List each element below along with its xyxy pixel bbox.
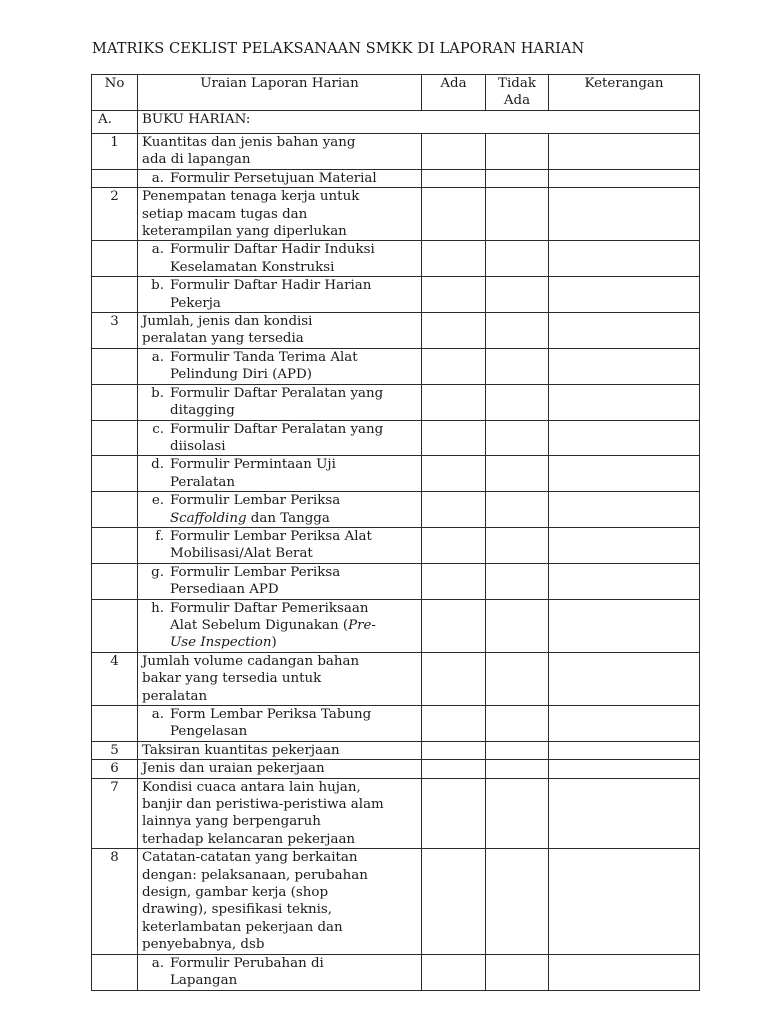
row-line: terhadap kelancaran pekerjaan	[142, 831, 356, 847]
keterangan-cell[interactable]	[549, 241, 700, 277]
sub-item-label: a.	[151, 349, 164, 365]
row-text	[138, 849, 422, 954]
header-ada: Ada	[422, 75, 486, 111]
section-label: BUKU HARIAN:	[138, 111, 700, 134]
sub-item	[138, 384, 422, 420]
check-tidak-ada[interactable]	[486, 241, 549, 277]
row-line: Lapangan	[170, 973, 238, 989]
table-row	[92, 849, 700, 954]
italic-text: Pre-	[348, 617, 376, 633]
row-line: Jumlah volume cadangan bahan	[142, 653, 360, 669]
header-tidak-ada	[486, 75, 549, 111]
page-title: MATRIKS CEKLIST PELAKSANAAN SMKK DI LAPORAN HARIAN	[92, 41, 585, 57]
row-line: Formulir Tanda Terima Alat	[170, 349, 358, 365]
row-no: 2	[92, 188, 138, 241]
sub-item-label: a.	[151, 242, 164, 258]
check-ada[interactable]	[422, 420, 486, 456]
header-no: No	[92, 75, 138, 111]
sub-item	[138, 420, 422, 456]
row-no: 5	[92, 741, 138, 759]
row-line: Keselamatan Konstruksi	[170, 259, 335, 275]
row-line: Kondisi cuaca antara lain hujan,	[142, 779, 361, 795]
header-tidak-ada-line1: Tidak	[498, 76, 536, 91]
table-row	[92, 188, 700, 241]
row-line: keterampilan yang diperlukan	[142, 224, 347, 240]
table-row	[92, 527, 700, 563]
row-line: drawing), spesifikasi teknis,	[142, 902, 333, 918]
row-line: peralatan	[142, 688, 208, 704]
row-line: ada di lapangan	[142, 152, 251, 168]
row-line: Penempatan tenaga kerja untuk	[142, 189, 360, 205]
italic-text: Use Inspection	[170, 635, 272, 651]
row-line: Formulir Perubahan di	[170, 955, 324, 971]
check-ada[interactable]	[422, 563, 486, 599]
row-line-post: )	[271, 635, 277, 651]
sub-item	[138, 241, 422, 277]
row-line: Kuantitas dan jenis bahan yang	[142, 135, 356, 150]
row-line: Formulir Daftar Hadir Induksi	[170, 242, 375, 258]
table-row	[92, 420, 700, 456]
keterangan-cell[interactable]	[549, 456, 700, 492]
keterangan-cell[interactable]	[549, 527, 700, 563]
check-tidak-ada[interactable]	[486, 760, 549, 778]
header-row	[92, 75, 700, 111]
check-ada[interactable]	[422, 706, 486, 742]
check-ada[interactable]	[422, 652, 486, 705]
sub-item	[138, 348, 422, 384]
check-tidak-ada[interactable]	[486, 741, 549, 759]
row-line: Mobilisasi/Alat Berat	[170, 546, 313, 562]
row-line: Formulir Persetujuan Material	[170, 170, 377, 186]
header-uraian: Uraian Laporan Harian	[138, 75, 422, 111]
keterangan-cell[interactable]	[549, 849, 700, 954]
row-line-pre: Alat Sebelum Digunakan (	[170, 617, 349, 633]
check-ada[interactable]	[422, 456, 486, 492]
keterangan-cell[interactable]	[549, 760, 700, 778]
sub-item	[138, 954, 422, 990]
row-text	[138, 188, 422, 241]
sub-item	[138, 492, 422, 528]
row-line	[142, 510, 417, 527]
sub-item-label: c.	[152, 421, 164, 437]
row-line: Peralatan	[170, 474, 235, 490]
row-line: lainnya yang berpengaruh	[142, 814, 321, 830]
section-row	[92, 111, 700, 134]
keterangan-cell[interactable]	[549, 169, 700, 187]
check-ada[interactable]	[422, 384, 486, 420]
row-no: 3	[92, 313, 138, 349]
keterangan-cell[interactable]	[549, 706, 700, 742]
keterangan-cell[interactable]	[549, 652, 700, 705]
table-row	[92, 563, 700, 599]
sub-item	[138, 527, 422, 563]
check-tidak-ada[interactable]	[486, 277, 549, 313]
table-row	[92, 760, 700, 778]
check-ada[interactable]	[422, 954, 486, 990]
check-tidak-ada[interactable]	[486, 169, 549, 187]
sub-item-label: b.	[151, 278, 164, 294]
row-no: 1	[92, 134, 138, 170]
check-ada[interactable]	[422, 849, 486, 954]
check-ada[interactable]	[422, 169, 486, 187]
row-line: Pengelasan	[170, 724, 248, 740]
check-tidak-ada[interactable]	[486, 313, 549, 349]
table-row	[92, 741, 700, 759]
sub-item-label: a.	[151, 707, 164, 722]
row-text	[138, 134, 422, 170]
row-line: Pekerja	[170, 295, 221, 311]
keterangan-cell[interactable]	[549, 954, 700, 990]
check-ada[interactable]	[422, 348, 486, 384]
keterangan-cell[interactable]	[549, 348, 700, 384]
row-line: Formulir Daftar Peralatan yang	[170, 385, 384, 401]
check-tidak-ada[interactable]	[486, 188, 549, 241]
check-ada[interactable]	[422, 760, 486, 778]
table-row	[92, 169, 700, 187]
table-row	[92, 134, 700, 170]
row-line: design, gambar kerja (shop	[142, 885, 329, 901]
sub-item-label: a.	[151, 955, 164, 971]
row-line: peralatan yang tersedia	[142, 331, 304, 347]
sub-item-label: g.	[151, 564, 164, 580]
keterangan-cell[interactable]	[549, 420, 700, 456]
row-line: diisolasi	[170, 438, 226, 454]
row-line: Formulir Daftar Peralatan yang	[170, 421, 384, 437]
header-tidak-ada-line2: Ada	[503, 93, 531, 109]
check-ada[interactable]	[422, 241, 486, 277]
check-ada[interactable]	[422, 277, 486, 313]
check-tidak-ada[interactable]	[486, 420, 549, 456]
check-ada[interactable]	[422, 778, 486, 849]
row-line: Formulir Lembar Periksa Alat	[170, 528, 372, 544]
row-line: Formulir Lembar Periksa	[170, 493, 341, 509]
row-line: setiap macam tugas dan	[142, 206, 308, 222]
table-row	[92, 778, 700, 849]
sub-item	[138, 277, 422, 313]
table-row	[92, 313, 700, 349]
table-row	[92, 492, 700, 528]
header-keterangan: Keterangan	[549, 75, 700, 111]
sub-item	[138, 563, 422, 599]
row-line: Formulir Daftar Hadir Harian	[170, 278, 372, 294]
row-line	[142, 634, 417, 651]
table-row	[92, 348, 700, 384]
check-ada[interactable]	[422, 599, 486, 652]
sub-item-label: h.	[151, 600, 164, 616]
row-text	[138, 652, 422, 705]
row-line: Pelindung Diri (APD)	[170, 367, 312, 383]
row-line: Form Lembar Periksa Tabung	[170, 707, 372, 722]
row-line: dengan: pelaksanaan, perubahan	[142, 867, 368, 883]
keterangan-cell[interactable]	[549, 599, 700, 652]
check-tidak-ada[interactable]	[486, 778, 549, 849]
check-ada[interactable]	[422, 134, 486, 170]
keterangan-cell[interactable]	[549, 563, 700, 599]
sub-item-label: b.	[151, 385, 164, 401]
row-line-rest: dan Tangga	[246, 510, 330, 526]
row-line: Catatan-catatan yang berkaitan	[142, 850, 358, 866]
sub-item	[138, 599, 422, 652]
checklist-table	[91, 74, 700, 991]
keterangan-cell[interactable]	[549, 134, 700, 170]
check-tidak-ada[interactable]	[486, 706, 549, 742]
sub-item-label: f.	[155, 528, 164, 544]
check-ada[interactable]	[422, 492, 486, 528]
row-text: Taksiran kuantitas pekerjaan	[138, 741, 422, 759]
check-tidak-ada[interactable]	[486, 384, 549, 420]
row-line: Formulir Permintaan Uji	[170, 457, 336, 473]
section-no: A.	[92, 111, 138, 134]
row-line: Formulir Lembar Periksa	[170, 564, 341, 580]
check-ada[interactable]	[422, 188, 486, 241]
row-line: keterlambatan pekerjaan dan	[142, 919, 343, 935]
table-row	[92, 652, 700, 705]
row-line: penyebabnya, dsb	[142, 937, 265, 953]
row-line: banjir dan peristiwa-peristiwa alam	[142, 797, 384, 813]
row-no: 6	[92, 760, 138, 778]
table-row	[92, 277, 700, 313]
row-line	[142, 617, 417, 634]
row-text	[138, 778, 422, 849]
check-tidak-ada[interactable]	[486, 456, 549, 492]
check-ada[interactable]	[422, 313, 486, 349]
italic-text: Scaffolding	[170, 510, 247, 526]
row-text	[138, 313, 422, 349]
table-row	[92, 706, 700, 742]
keterangan-cell[interactable]	[549, 188, 700, 241]
check-ada[interactable]	[422, 527, 486, 563]
table-row	[92, 456, 700, 492]
keterangan-cell[interactable]	[549, 778, 700, 849]
sub-item	[138, 169, 422, 187]
table-row	[92, 384, 700, 420]
keterangan-cell[interactable]	[549, 313, 700, 349]
sub-item-label: a.	[151, 170, 164, 186]
check-tidak-ada[interactable]	[486, 527, 549, 563]
row-line: Formulir Daftar Pemeriksaan	[170, 600, 369, 616]
keterangan-cell[interactable]	[549, 277, 700, 313]
row-no: 8	[92, 849, 138, 954]
row-line: ditagging	[170, 403, 235, 419]
check-ada[interactable]	[422, 741, 486, 759]
check-tidak-ada[interactable]	[486, 348, 549, 384]
check-tidak-ada[interactable]	[486, 849, 549, 954]
row-no: 7	[92, 778, 138, 849]
row-line: Jumlah, jenis dan kondisi	[142, 314, 313, 330]
check-tidak-ada[interactable]	[486, 954, 549, 990]
sub-item-label: d.	[151, 457, 164, 473]
row-line: bakar yang tersedia untuk	[142, 671, 322, 687]
table-row	[92, 241, 700, 277]
sub-item-label: e.	[151, 493, 164, 509]
keterangan-cell[interactable]	[549, 384, 700, 420]
row-no: 4	[92, 652, 138, 705]
row-line: Persediaan APD	[170, 582, 279, 598]
row-text: Jenis dan uraian pekerjaan	[138, 760, 422, 778]
check-tidak-ada[interactable]	[486, 599, 549, 652]
table-row	[92, 599, 700, 652]
keterangan-cell[interactable]	[549, 492, 700, 528]
table-row	[92, 954, 700, 990]
check-tidak-ada[interactable]	[486, 652, 549, 705]
check-tidak-ada[interactable]	[486, 134, 549, 170]
sub-item	[138, 706, 422, 742]
keterangan-cell[interactable]	[549, 741, 700, 759]
sub-item	[138, 456, 422, 492]
check-tidak-ada[interactable]	[486, 492, 549, 528]
check-tidak-ada[interactable]	[486, 563, 549, 599]
